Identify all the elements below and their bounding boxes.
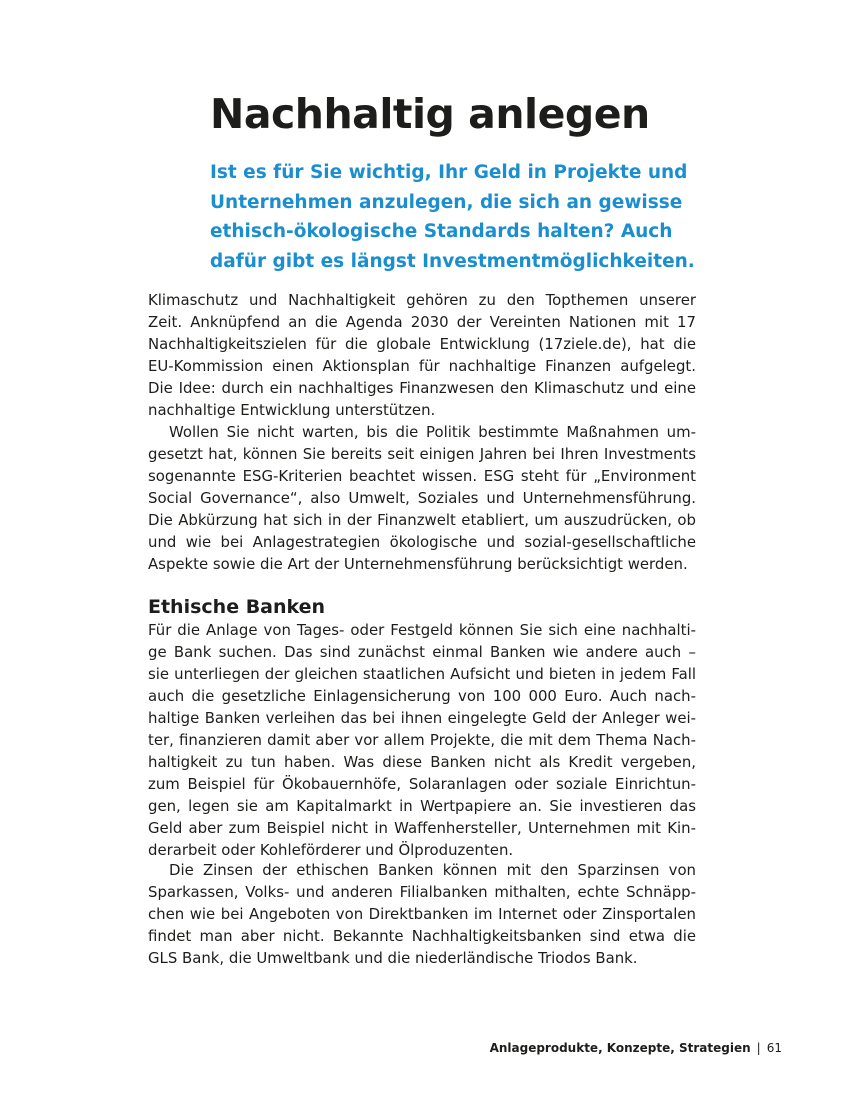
text-line: gen, legen sie am Kapitalmarkt in Wertpapiere an. Sie investieren das (148, 797, 696, 815)
paragraph-interest (148, 859, 696, 969)
paragraph-intro (148, 289, 696, 421)
paragraph-esg (148, 421, 696, 575)
text-line: haltige Banken verleihen das bei ihnen eingelegte Geld der Anleger wei- (148, 709, 696, 727)
footer-separator: | (756, 1041, 761, 1055)
text-line: Klimaschutz und Nachhaltigkeit gehören zu den Topthemen unserer (148, 291, 696, 309)
footer-section-title: Anlageprodukte, Konzepte, Strategien (489, 1041, 751, 1055)
text-line: sogenannte ESG-Kriterien beachtet wissen. ESG steht für „Environment (148, 467, 696, 485)
page-footer (490, 1040, 782, 1056)
text-line: derarbeit oder Kohleförderer und Ölproduzenten. (148, 841, 514, 859)
text-line: und wie bei Anlagestrategien ökologische und sozial-gesellschaftliche (148, 533, 696, 551)
text-line: GLS Bank, die Umweltbank und die niederländische Triodos Bank. (148, 949, 638, 967)
text-line: Wollen Sie nicht warten, bis die Politik bestimmte Maßnahmen um- (169, 423, 696, 441)
text-line: Geld aber zum Beispiel nicht in Waffenhersteller, Unternehmen mit Kin- (148, 819, 696, 837)
text-line: Die Idee: durch ein nachhaltiges Finanzwesen den Klimaschutz und eine (148, 379, 696, 397)
lead-line: dafür gibt es längst Investmentmöglichkeiten. (210, 250, 695, 272)
text-line: Für die Anlage von Tages- oder Festgeld können Sie sich eine nachhalti- (148, 621, 696, 639)
text-line: Social Governance“, also Umwelt, Soziales und Unternehmensführung. (148, 489, 696, 507)
text-line: Nachhaltigkeitszielen für die globale Entwicklung (17ziele.de), hat die (148, 335, 696, 353)
paragraph-ethical-banks (148, 619, 696, 861)
text-line: Aspekte sowie die Art der Unternehmensführung berücksichtigt werden. (148, 555, 688, 573)
text-line: Zeit. Anknüpfend an die Agenda 2030 der Vereinten Nationen mit 17 (148, 313, 696, 331)
lead-line: Unternehmen anzulegen, die sich an gewisse (210, 191, 683, 213)
text-line: Sparkassen, Volks- und anderen Filialbanken mithalten, echte Schnäpp- (148, 883, 696, 901)
lead-paragraph (210, 158, 700, 276)
text-line: EU-Kommission einen Aktionsplan für nachhaltige Finanzen aufgelegt. (148, 357, 696, 375)
text-line: sie unterliegen der gleichen staatlichen Aufsicht und bieten in jedem Fall (148, 665, 696, 683)
text-line: findet man aber nicht. Bekannte Nachhaltigkeitsbanken sind etwa die (148, 927, 696, 945)
text-line: zum Beispiel für Ökobauernhöfe, Solaranlagen oder soziale Einrichtun- (148, 775, 696, 793)
text-line: Die Zinsen der ethischen Banken können mit den Sparzinsen von (169, 861, 696, 879)
page-title: Nachhaltig anlegen (210, 90, 650, 138)
lead-line: Ist es für Sie wichtig, Ihr Geld in Projekte und (210, 162, 688, 183)
section-heading: Ethische Banken (148, 596, 326, 618)
lead-line: ethisch-ökologische Standards halten? Auch (210, 221, 673, 242)
text-line: gesetzt hat, können Sie bereits seit einigen Jahren bei Ihren Investments (148, 445, 696, 463)
text-line: haltigkeit zu tun haben. Was diese Banken nicht als Kredit vergeben, (148, 753, 696, 771)
text-line: chen wie bei Angeboten von Direktbanken im Internet oder Zinsportalen (148, 905, 696, 923)
text-line: auch die gesetzliche Einlagensicherung von 100 000 Euro. Auch nach- (148, 687, 696, 705)
page-number: 61 (766, 1041, 782, 1055)
text-line: ge Bank suchen. Das sind zunächst einmal Banken wie andere auch – (148, 643, 696, 661)
text-line: nachhaltige Entwicklung unterstützen. (148, 401, 436, 419)
text-line: Die Abkürzung hat sich in der Finanzwelt etabliert, um auszudrücken, ob (148, 511, 696, 529)
text-line: ter, finanzieren damit aber vor allem Projekte, die mit dem Thema Nach- (148, 731, 696, 749)
